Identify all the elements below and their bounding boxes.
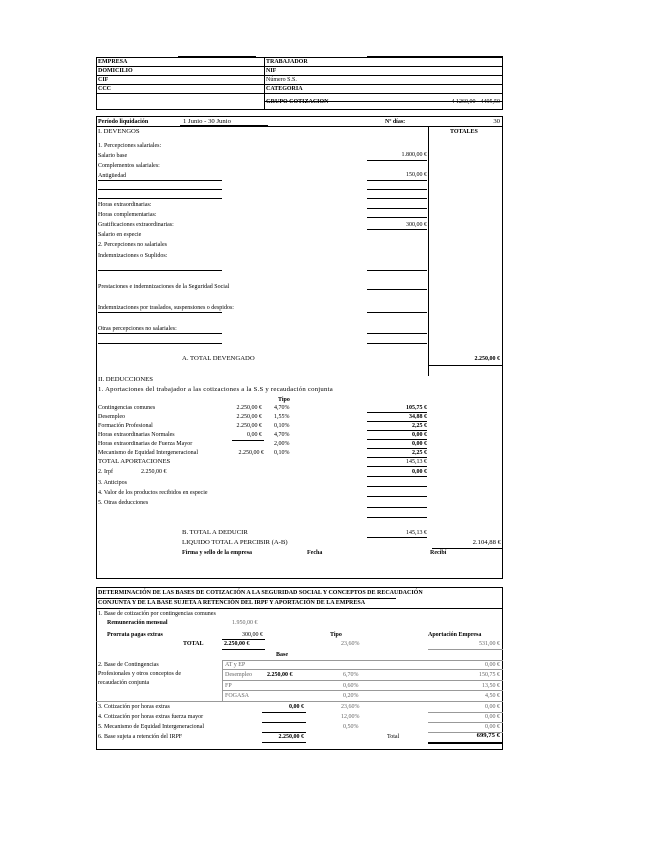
percepciones-salariales: 1. Percepciones salariales: [98,143,162,149]
sub-fp-label: FP [225,683,232,689]
grupo-cotizacion-value: 4 1260,00 - 4495,50 [451,99,500,105]
cc-aportacion: 531,00 € [479,641,500,647]
grand-total-label: Total [387,734,400,740]
deduccion-row-5-label: Horas extraordinarias de Fuerza Mayor [98,441,193,447]
tipo-header: Tipo [278,397,290,403]
deduccion-row-4-tipo: 4,70% [274,432,290,438]
deduccion-row-3-tipo: 0,10% [274,423,290,429]
antiguedad-value: 150,00 € [406,172,427,178]
suplidos-label: Indemnizaciones o Suplidos: [98,253,168,259]
row6-label: 6. Base sujeta a retención del IRPF [98,734,183,740]
cif-label: CIF [98,77,109,83]
deduccion-row-5-tipo: 2,00% [274,441,290,447]
sub-atep-valor: 0,00 € [485,662,500,668]
base-cc-label: 1. Base de cotización por contingencias comunes [98,611,216,617]
otras-percepciones-label: Otras percepciones no salariales: [98,326,177,332]
nif-label: NIF [266,68,277,74]
aportacion-header: Aportación Empresa [428,632,482,638]
periodo-value: 1 Junio - 30 Junio [183,118,231,125]
empresa-label: EMPRESA [98,59,128,65]
deduccion-row-4-valor: 0,00 € [412,432,427,438]
total-aportaciones-value: 145,13 € [406,459,427,465]
deduccion-row-2-tipo: 1,55% [274,414,290,420]
deduccion-row-2-valor: 34,88 € [409,414,427,420]
base2-label-l1: 2. Base de Contingencias [98,662,159,668]
sub-desempleo-valor: 150,75 € [479,672,500,678]
complementos-label: Complementos salariales: [98,163,160,169]
gratificaciones-label: Gratificaciones extraordinarias: [98,222,174,228]
liquido-label: LIQUIDO TOTAL A PERCIBIR (A-B) [182,539,288,546]
otras-deducciones-label: 5. Otras deducciones [98,500,149,506]
prorrata-value: 300,00 € [242,632,263,638]
total-aportaciones-label: TOTAL APORTACIONES [98,458,171,465]
row3-label: 3. Cotización por horas extras [98,704,170,710]
fecha-label: Fecha [307,550,323,556]
salario-base-value: 1.800,00 € [401,152,427,158]
deduccion-row-2-base: 2.250,00 € [236,414,262,420]
liquido-value: 2.104,88 € [472,539,501,546]
prorrata-label: Prorrata pagas extras [107,632,163,638]
indemn-traslados-label: Indemnizaciones por traslados, suspensiones o despidos: [98,305,234,311]
row3-valor: 0,00 € [485,704,500,710]
horas-extra-label: Horas extraordinarias: [98,202,152,208]
anticipos-label: 3. Anticipos [98,480,128,486]
sub-fp-tipo: 0,60% [343,683,359,689]
row3-base: 0,00 € [289,704,304,710]
remuneracion-label: Remuneración mensual [107,620,168,626]
dias-label: Nº días: [385,119,406,125]
row3-tipo: 23,60% [341,704,360,710]
sub-fogasa-tipo: 0,20% [343,693,359,699]
total-deducir-label: B. TOTAL A DEDUCIR [182,529,248,536]
bases-title-2: CONJUNTA Y DE LA BASE SUJETA A RETENCIÓN DEL IRPF Y APORTACIÓN DE LA EMPRESA [98,600,366,606]
deduccion-row-1-label: Contingencias comunes [98,405,156,411]
gratificaciones-value: 300,00 € [406,222,427,228]
remuneracion-value: 1.950,00 € [232,620,258,626]
ccc-label: CCC [98,86,111,92]
row4-valor: 0,00 € [485,714,500,720]
deduccion-row-1-base: 2.250,00 € [236,405,262,411]
sub-desempleo-label: Desempleo [225,672,252,678]
irpf-label: 2. Irpf [98,469,113,475]
total-deducir-value: 145,13 € [406,530,427,536]
cc-tipo: 23,60% [341,641,360,647]
base-header: Base [276,652,288,658]
dias-value: 30 [493,118,500,125]
deduccion-row-3-label: Formación Profesional [98,423,153,429]
bases-total-label: TOTAL [183,641,204,647]
sub-atep-label: AT y EP [225,662,246,668]
antiguedad-label: Antigüedad [98,173,126,179]
deduccion-row-2-label: Desempleo [98,414,125,420]
deduccion-row-1-tipo: 4,70% [274,405,290,411]
salario-especie-label: Salario en especie [98,232,142,238]
total-devengado-value: 2.250,00 € [474,356,500,362]
base2-label-l3: recaudación conjunta [98,680,150,686]
row6-value: 2.250,00 € [278,734,304,740]
recibi-label: Recibí [430,550,447,556]
deduccion-row-6-base: 2.250,00 € [238,450,264,456]
deduccion-row-1-valor: 105,75 € [406,405,427,411]
sub-fogasa-label: FOGASA [225,693,250,699]
grupo-cotizacion-label: GRUPO COTIZACION [266,99,329,105]
trabajador-label: TRABAJADOR [266,59,308,65]
salario-base-label: Salario base [98,153,128,159]
row5-tipo: 0,50% [343,724,359,730]
deduccion-row-6-valor: 2,25 € [412,450,427,456]
sub-fp-valor: 13,50 € [482,683,500,689]
irpf-base: 2.250,00 € [141,469,167,475]
deduccion-row-3-valor: 2,25 € [412,423,427,429]
sub-fogasa-valor: 4,50 € [485,693,500,699]
firma-label: Firma y sello de la empresa [182,550,253,556]
deduccion-row-5-valor: 0,00 € [412,441,427,447]
especie-label: 4. Valor de los productos recibidos en especie [98,490,208,496]
no-salariales-label: 2. Percepciones no salariales [98,242,167,248]
categoria-label: CATEGORIA [266,86,303,92]
domicilio-label: DOMICILIO [98,68,133,74]
total-devengado-label: A. TOTAL DEVENGADO [182,355,255,362]
base2-label-l2: Profesionales y otros conceptos de [98,671,181,677]
prestaciones-label: Prestaciones e indemnizaciones de la Seguridad Social [98,284,230,290]
bases-tipo-header: Tipo [330,632,342,638]
sub-desempleo-tipo: 6,70% [343,672,359,678]
grand-total-value: 699,75 € [476,732,500,739]
deduccion-row-3-base: 2.250,00 € [236,423,262,429]
row4-tipo: 12,00% [341,714,360,720]
row5-valor: 0,00 € [485,724,500,730]
deduccion-row-4-label: Horas extraordinarias Normales [98,432,175,438]
base2-value: 2.250,00 € [267,672,293,678]
aportaciones-label: 1. Aportaciones del trabajador a las cotizaciones a la S.S y recaudación conjunta [98,386,333,393]
bases-title-1: DETERMINACIÓN DE LAS BASES DE COTIZACIÓN A LA SEGURIDAD SOCIAL Y CONCEPTOS DE RECAUDACIÓN [98,590,423,596]
deducciones-title: II. DEDUCCIONES [98,376,153,383]
deduccion-row-4-base: 0,00 € [247,432,262,438]
deduccion-row-6-label: Mecanismo de Equidad Intergeneracional [98,450,199,456]
deduccion-row-6-tipo: 0,10% [274,450,290,456]
row5-label: 5. Mecanismo de Equidad Intergeneracional [98,724,205,730]
periodo-label: Período liquidación [98,119,149,125]
horas-comp-label: Horas complementarias: [98,212,157,218]
totales-header: TOTALES [450,129,478,135]
bases-total-value: 2.250,00 € [224,641,250,647]
row4-label: 4. Cotización por horas extras fuerza mayor [98,714,204,720]
devengos-title: I. DEVENGOS [98,128,140,135]
irpf-value: 0,00 € [412,469,427,475]
numero-ss-label: Número S.S. [266,77,297,83]
